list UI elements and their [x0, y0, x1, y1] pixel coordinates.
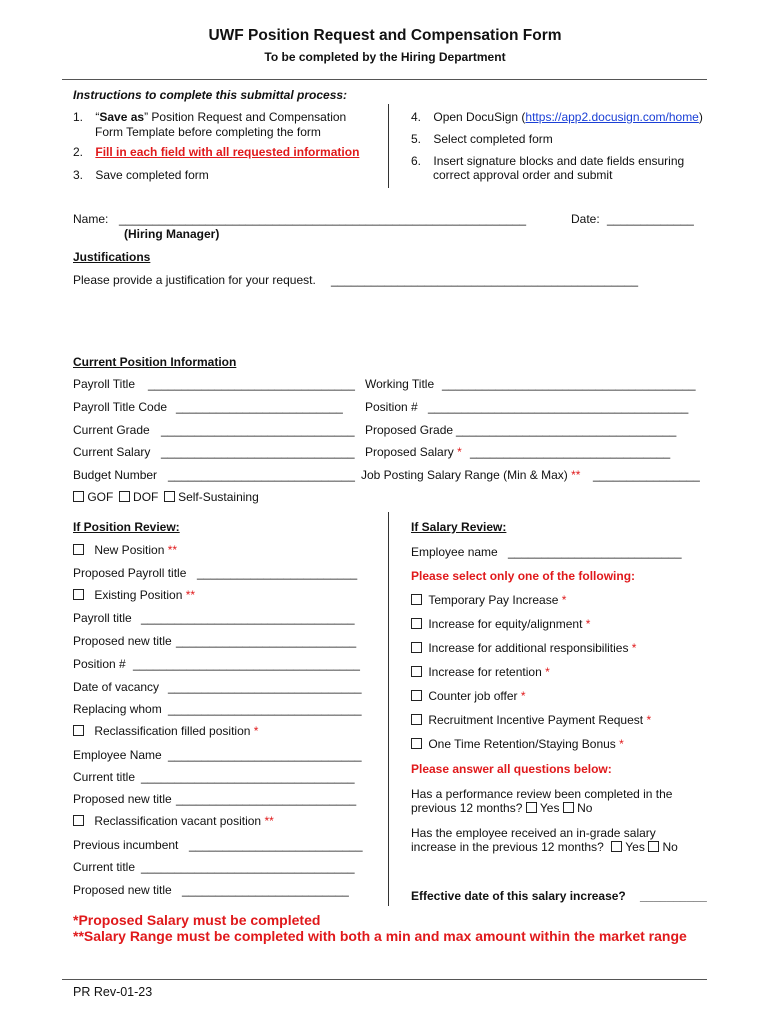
- date-of-vacancy-field[interactable]: _____________________________: [168, 680, 362, 694]
- revision-label: PR Rev-01-23: [73, 985, 153, 999]
- employee-name-field[interactable]: _____________________________: [168, 748, 362, 762]
- payroll-title-field[interactable]: _______________________________: [148, 377, 355, 391]
- retention-row: Increase for retention *: [411, 665, 550, 679]
- proposed-new-title-label-3: Proposed new title: [73, 883, 172, 897]
- instruction-step-5: 5. Select completed form: [411, 132, 553, 146]
- employee-name-label: Employee Name: [73, 748, 162, 762]
- payroll-title-label-2: Payroll title: [73, 611, 132, 625]
- reclass-vacant-checkbox[interactable]: [73, 815, 84, 826]
- reclass-vacant-row: Reclassification vacant position **: [73, 814, 274, 828]
- instructions-heading: Instructions to complete this submittal process:: [73, 88, 348, 102]
- footnote-salary-range: **Salary Range must be completed with both a min and max amount within the market range: [73, 928, 687, 944]
- payroll-title-code-label: Payroll Title Code: [73, 400, 168, 414]
- position-review-heading: If Position Review:: [73, 520, 180, 534]
- existing-position-checkbox[interactable]: [73, 589, 84, 600]
- instruction-step-6-line2: correct approval order and submit: [433, 168, 613, 182]
- payroll-title-field-2[interactable]: ________________________________: [141, 611, 355, 625]
- current-grade-field[interactable]: _____________________________: [161, 423, 355, 437]
- question-1-line2: previous 12 months? Yes No: [411, 801, 593, 815]
- equity-row: Increase for equity/alignment *: [411, 617, 590, 631]
- equity-checkbox[interactable]: [411, 618, 422, 629]
- working-title-field[interactable]: ______________________________________: [442, 377, 696, 391]
- select-one-instruction: Please select only one of the following:: [411, 569, 636, 583]
- instruction-step-4: 4. Open DocuSign (https://app2.docusign.com/home): [411, 110, 703, 124]
- budget-number-label: Budget Number: [73, 468, 158, 482]
- review-divider: [388, 512, 389, 906]
- temp-pay-row: Temporary Pay Increase *: [411, 593, 566, 607]
- previous-incumbent-field[interactable]: __________________________: [189, 838, 363, 852]
- q1-no-checkbox[interactable]: [563, 802, 574, 813]
- date-label: Date:: [571, 212, 600, 226]
- salary-employee-name-field[interactable]: __________________________: [508, 545, 682, 559]
- reclass-filled-checkbox[interactable]: [73, 725, 84, 736]
- proposed-new-title-field-3[interactable]: _________________________: [182, 883, 349, 897]
- instructions-divider: [388, 104, 389, 188]
- retention-checkbox[interactable]: [411, 666, 422, 677]
- docusign-link[interactable]: https://app2.docusign.com/home: [525, 110, 699, 124]
- question-2-line2: increase in the previous 12 months? Yes No: [411, 840, 678, 854]
- reclass-filled-row: Reclassification filled position *: [73, 724, 258, 738]
- counter-offer-row: Counter job offer *: [411, 689, 526, 703]
- question-1-line1: Has a performance review been completed in the: [411, 787, 673, 801]
- salary-employee-name-label: Employee name: [411, 545, 498, 559]
- q1-yes-checkbox[interactable]: [526, 802, 537, 813]
- header-divider: [62, 79, 707, 80]
- previous-incumbent-label: Previous incumbent: [73, 838, 179, 852]
- proposed-new-title-label: Proposed new title: [73, 634, 172, 648]
- budget-number-field[interactable]: ____________________________: [168, 468, 355, 482]
- current-title-field[interactable]: ________________________________: [141, 770, 355, 784]
- proposed-payroll-title-label: Proposed Payroll title: [73, 566, 187, 580]
- position-number-label: Position #: [365, 400, 418, 414]
- additional-resp-checkbox[interactable]: [411, 642, 422, 653]
- new-position-checkbox[interactable]: [73, 544, 84, 555]
- justifications-heading: Justifications: [73, 250, 151, 264]
- recruitment-row: Recruitment Incentive Payment Request *: [411, 713, 651, 727]
- self-sustaining-label: Self-Sustaining: [178, 490, 259, 504]
- footnote-proposed-salary: *Proposed Salary must be completed: [73, 912, 321, 928]
- name-field[interactable]: _____________________________________________________________: [119, 212, 527, 226]
- proposed-new-title-label-2: Proposed new title: [73, 792, 172, 806]
- instruction-step-1: 1. “Save as” Position Request and Compensation: [73, 110, 347, 124]
- q2-no-checkbox[interactable]: [648, 841, 659, 852]
- proposed-new-title-field-2[interactable]: ___________________________: [176, 792, 357, 806]
- position-number-field[interactable]: _______________________________________: [428, 400, 689, 414]
- current-grade-label: Current Grade: [73, 423, 150, 437]
- recruitment-checkbox[interactable]: [411, 714, 422, 725]
- gof-checkbox[interactable]: [73, 491, 84, 502]
- funding-source-row: [73, 490, 259, 504]
- current-title-label: Current title: [73, 770, 136, 784]
- payroll-title-label: Payroll Title: [73, 377, 136, 391]
- form-title: UWF Position Request and Compensation Form: [208, 27, 562, 44]
- instruction-step-6: 6. Insert signature blocks and date fields ensuring: [411, 154, 685, 168]
- position-number-field-2[interactable]: __________________________________: [133, 657, 360, 671]
- proposed-salary-field[interactable]: ______________________________: [470, 445, 671, 459]
- dof-label: DOF: [133, 490, 159, 504]
- justification-field[interactable]: ______________________________________________: [331, 273, 638, 287]
- replacing-whom-label: Replacing whom: [73, 702, 162, 716]
- justification-prompt: Please provide a justification for your request.: [73, 273, 316, 287]
- position-number-label-2: Position #: [73, 657, 126, 671]
- current-salary-field[interactable]: _____________________________: [161, 445, 355, 459]
- salary-review-heading: If Salary Review:: [411, 520, 507, 534]
- proposed-payroll-title-field[interactable]: ________________________: [197, 566, 358, 580]
- proposed-grade-field[interactable]: _________________________________: [456, 423, 677, 437]
- current-position-heading: Current Position Information: [73, 355, 237, 369]
- answer-all-instruction: Please answer all questions below:: [411, 762, 612, 776]
- additional-resp-row: Increase for additional responsibilities *: [411, 641, 636, 655]
- date-field[interactable]: _____________: [607, 212, 694, 226]
- replacing-whom-field[interactable]: _____________________________: [168, 702, 362, 716]
- instruction-step-1-line2: Form Template before completing the form: [95, 125, 321, 139]
- proposed-salary-label: Proposed Salary *: [365, 445, 462, 459]
- question-2-line1: Has the employee received an in-grade salary: [411, 826, 656, 840]
- proposed-grade-label: Proposed Grade: [365, 423, 454, 437]
- one-time-row: One Time Retention/Staying Bonus *: [411, 737, 624, 751]
- q2-yes-checkbox[interactable]: [611, 841, 622, 852]
- effective-date-label: Effective date of this salary increase?: [411, 889, 626, 903]
- temp-pay-checkbox[interactable]: [411, 594, 422, 605]
- existing-position-row: Existing Position **: [73, 588, 195, 602]
- job-posting-range-label: Job Posting Salary Range (Min & Max) **: [361, 468, 581, 482]
- working-title-label: Working Title: [365, 377, 435, 391]
- new-position-row: New Position **: [73, 543, 177, 557]
- footer-divider: [62, 979, 707, 980]
- one-time-checkbox[interactable]: [411, 738, 422, 749]
- current-title-field-2[interactable]: ________________________________: [141, 860, 355, 874]
- current-title-label-2: Current title: [73, 860, 136, 874]
- payroll-title-code-field[interactable]: _________________________: [176, 400, 343, 414]
- name-label: Name:: [73, 212, 109, 226]
- gof-label: GOF: [87, 490, 114, 504]
- instruction-step-2: 2. Fill in each field with all requested information: [73, 145, 360, 159]
- dof-checkbox[interactable]: [119, 491, 130, 502]
- job-posting-range-field[interactable]: ________________: [593, 468, 700, 482]
- self-sustaining-checkbox[interactable]: [164, 491, 175, 502]
- counter-offer-checkbox[interactable]: [411, 690, 422, 701]
- date-of-vacancy-label: Date of vacancy: [73, 680, 160, 694]
- proposed-new-title-field[interactable]: ___________________________: [176, 634, 357, 648]
- instruction-step-3: 3. Save completed form: [73, 168, 209, 182]
- form-subtitle: To be completed by the Hiring Department: [264, 50, 506, 64]
- hiring-manager-label: (Hiring Manager): [124, 227, 220, 241]
- current-salary-label: Current Salary: [73, 445, 151, 459]
- effective-date-field[interactable]: __________: [640, 889, 707, 903]
